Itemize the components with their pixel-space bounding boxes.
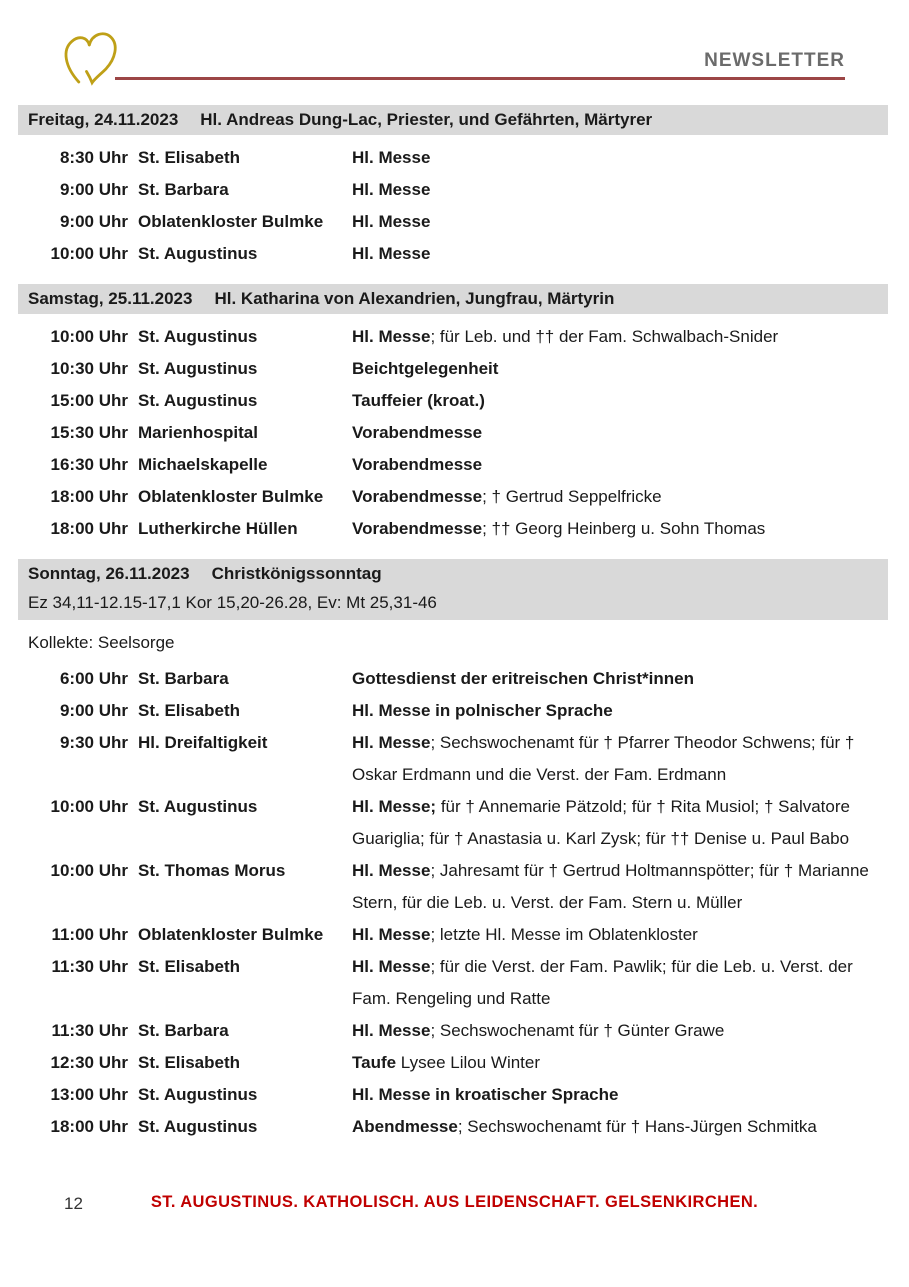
row-description: Vorabendmesse (352, 455, 483, 474)
row-description: Hl. Messe (352, 180, 431, 199)
row-time: 10:00 Uhr (50, 327, 128, 346)
row-time: 10:00 Uhr (50, 244, 128, 263)
row-location: St. Augustinus (138, 359, 258, 378)
row-location: Oblatenkloster Bulmke (138, 212, 324, 231)
section-date: Sonntag, 26.11.2023 (28, 564, 190, 583)
row-description: Hl. Messe (352, 244, 431, 263)
schedule-samstag (0, 321, 909, 545)
row-description: Hl. Messe; letzte Hl. Messe im Oblatenkloster (352, 925, 698, 944)
row-time: 18:00 Uhr (50, 487, 128, 506)
schedule-row (0, 417, 909, 449)
schedule-row (0, 1015, 909, 1047)
row-location: Marienhospital (138, 423, 258, 442)
schedule-row (0, 449, 909, 481)
schedule-row (0, 481, 909, 513)
schedule-row (0, 513, 909, 545)
schedule-row (0, 385, 909, 417)
row-location: St. Barbara (138, 180, 229, 199)
row-location: St. Barbara (138, 669, 229, 688)
schedule-row (0, 727, 909, 791)
row-location: St. Augustinus (138, 1085, 258, 1104)
row-time: 9:00 Uhr (59, 212, 128, 231)
schedule-row (0, 321, 909, 353)
row-description: Abendmesse; Sechswochenamt für † Hans-Jürgen Schmitka (352, 1117, 817, 1136)
row-description: Hl. Messe; für die Verst. der Fam. Pawlik; für die Leb. u. Verst. der Fam. Rengeling und Ratte (352, 957, 853, 1008)
newsletter-label: NEWSLETTER (704, 50, 845, 71)
row-description: Hl. Messe; für † Annemarie Pätzold; für † Rita Musiol; † Salvatore Guariglia; für † Anastasia u. Karl Zysk; für †† Denise u. Paul Babo (352, 797, 850, 848)
row-location: St. Barbara (138, 1021, 229, 1040)
row-description: Beichtgelegenheit (352, 359, 499, 378)
row-time: 13:00 Uhr (50, 1085, 128, 1104)
row-time: 16:30 Uhr (50, 455, 128, 474)
row-description: Taufe Lysee Lilou Winter (352, 1053, 541, 1072)
row-location: St. Augustinus (138, 327, 258, 346)
row-time: 10:00 Uhr (50, 797, 128, 816)
page-header (0, 0, 909, 93)
row-location: St. Elisabeth (138, 701, 241, 720)
row-location: St. Augustinus (138, 797, 258, 816)
row-description: Hl. Messe; Sechswochenamt für † Günter Grawe (352, 1021, 725, 1040)
row-time: 10:00 Uhr (50, 861, 128, 880)
schedule-row (0, 1111, 909, 1143)
kollekte-note: Kollekte: Seelsorge (28, 633, 175, 652)
section-header-samstag (18, 284, 888, 314)
row-location: St. Elisabeth (138, 957, 241, 976)
row-time: 15:00 Uhr (50, 391, 128, 410)
accent-rule (115, 77, 845, 80)
schedule-row (0, 663, 909, 695)
section-readings: Ez 34,11-12.15-17,1 Kor 15,20-26.28, Ev: Mt 25,31-46 (28, 593, 437, 612)
row-location: Lutherkirche Hüllen (138, 519, 298, 538)
row-time: 12:30 Uhr (50, 1053, 128, 1072)
section-title: Hl. Andreas Dung-Lac, Priester, und Gefährten, Märtyrer (200, 110, 653, 129)
section-title: Christkönigssonntag (211, 564, 382, 583)
footer-slogan: ST. AUGUSTINUS. KATHOLISCH. AUS LEIDENSCHAFT. GELSENKIRCHEN. (150, 1193, 759, 1211)
row-description: Hl. Messe in kroatischer Sprache (352, 1085, 619, 1104)
schedule-row (0, 919, 909, 951)
row-description: Vorabendmesse (352, 423, 483, 442)
row-location: Hl. Dreifaltigkeit (138, 733, 268, 752)
schedule-row (0, 1047, 909, 1079)
row-location: St. Augustinus (138, 1117, 258, 1136)
row-time: 9:00 Uhr (59, 180, 128, 199)
row-time: 10:30 Uhr (50, 359, 128, 378)
row-time: 9:00 Uhr (59, 701, 128, 720)
row-description: Hl. Messe; Sechswochenamt für † Pfarrer Theodor Schwens; für † Oskar Erdmann und die Verst. der Fam. Erdmann (352, 733, 855, 784)
row-description: Vorabendmesse; †† Georg Heinberg u. Sohn Thomas (352, 519, 766, 538)
section-date: Samstag, 25.11.2023 (28, 289, 193, 308)
row-location: St. Elisabeth (138, 1053, 241, 1072)
row-description: Hl. Messe; für Leb. und †† der Fam. Schwalbach-Snider (352, 327, 779, 346)
schedule-row (0, 353, 909, 385)
schedule-row (0, 174, 909, 206)
schedule-sonntag (0, 663, 909, 1143)
schedule-row (0, 791, 909, 855)
row-description: Tauffeier (kroat.) (352, 391, 485, 410)
row-description: Hl. Messe; Jahresamt für † Gertrud Holtmannspötter; für † Marianne Stern, für die Leb. u. Verst. der Fam. Stern u. Müller (352, 861, 869, 912)
schedule-row (0, 1079, 909, 1111)
row-time: 15:30 Uhr (50, 423, 128, 442)
schedule-row (0, 695, 909, 727)
section-header-sonntag (18, 559, 888, 620)
row-description: Hl. Messe (352, 212, 431, 231)
row-time: 11:00 Uhr (51, 925, 128, 944)
section-header-freitag (18, 105, 888, 135)
row-time: 6:00 Uhr (59, 669, 128, 688)
row-location: Oblatenkloster Bulmke (138, 925, 324, 944)
row-location: St. Elisabeth (138, 148, 241, 167)
schedule-row (0, 142, 909, 174)
row-description: Gottesdienst der eritreischen Christ*innen (352, 669, 694, 688)
row-time: 18:00 Uhr (50, 1117, 128, 1136)
row-time: 9:30 Uhr (59, 733, 128, 752)
row-location: St. Augustinus (138, 244, 258, 263)
row-description: Hl. Messe (352, 148, 431, 167)
row-time: 11:30 Uhr (51, 957, 128, 976)
page-number: 12 (64, 1194, 83, 1213)
row-location: St. Thomas Morus (138, 861, 286, 880)
row-time: 11:30 Uhr (51, 1021, 128, 1040)
schedule-freitag (0, 142, 909, 270)
row-description: Hl. Messe in polnischer Sprache (352, 701, 613, 720)
schedule-row (0, 855, 909, 919)
row-time: 8:30 Uhr (59, 148, 128, 167)
schedule-row (0, 238, 909, 270)
row-location: Michaelskapelle (138, 455, 268, 474)
section-date: Freitag, 24.11.2023 (28, 110, 179, 129)
row-time: 18:00 Uhr (50, 519, 128, 538)
row-location: St. Augustinus (138, 391, 258, 410)
section-title: Hl. Katharina von Alexandrien, Jungfrau, Märtyrin (214, 289, 615, 308)
page-footer (0, 1193, 909, 1219)
row-description: Vorabendmesse; † Gertrud Seppelfricke (352, 487, 662, 506)
schedule-row (0, 206, 909, 238)
row-location: Oblatenkloster Bulmke (138, 487, 324, 506)
schedule-row (0, 951, 909, 1015)
